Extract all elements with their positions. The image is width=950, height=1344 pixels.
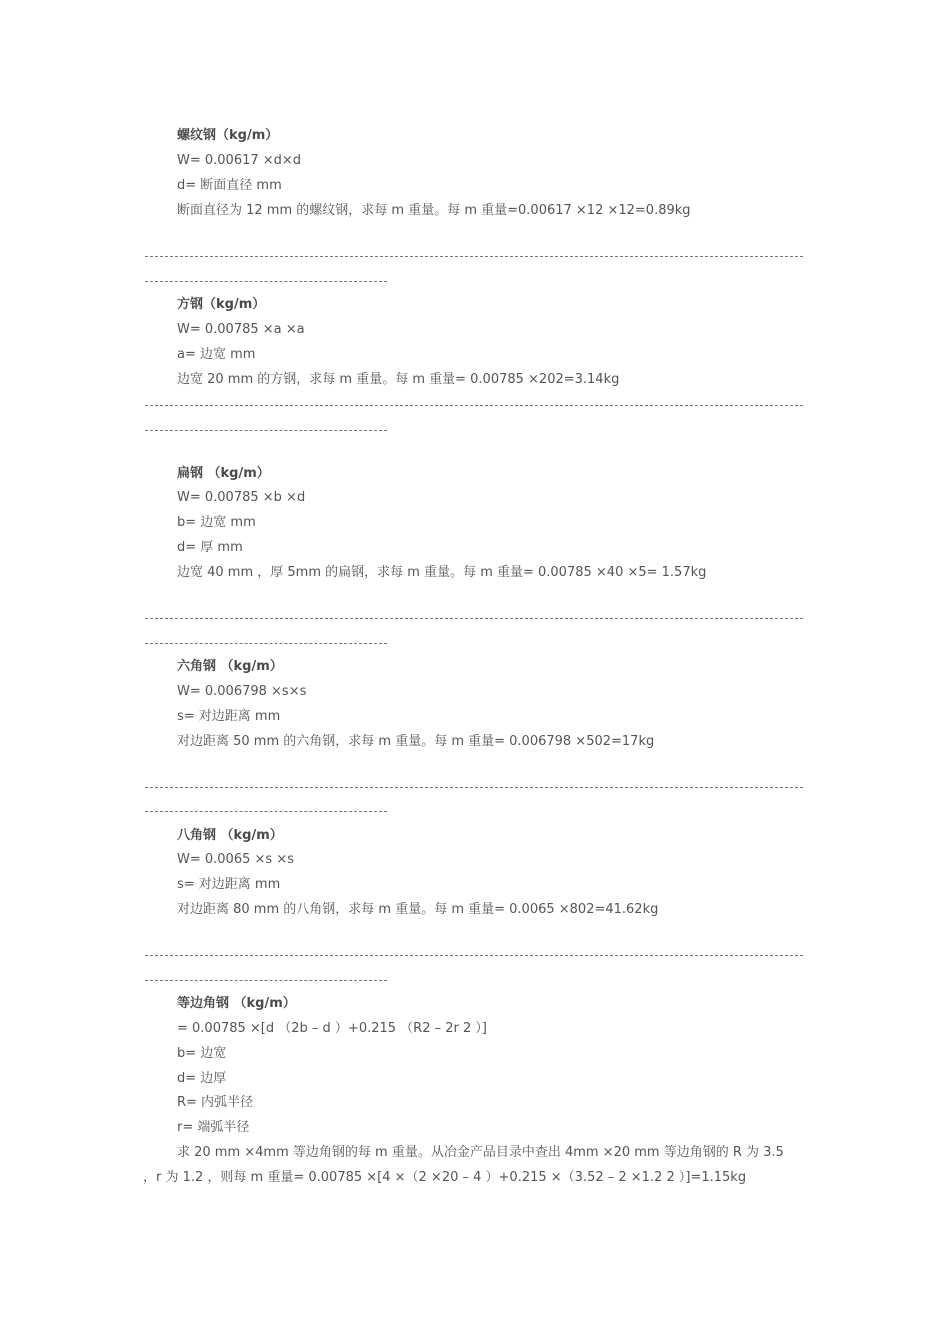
dashed-separator bbox=[145, 618, 803, 619]
section-title-rebar: 螺纹钢（kg/m） bbox=[177, 128, 279, 143]
dashed-separator bbox=[145, 955, 803, 956]
variable-definition: d= 厚 mm bbox=[177, 540, 243, 555]
section-title-flat-steel: 扁钢 （kg/m） bbox=[177, 466, 270, 481]
dashed-separator bbox=[145, 281, 387, 282]
section-title-square-steel: 方钢（kg/m） bbox=[177, 297, 266, 312]
section-title-hexagon-steel: 六角钢 （kg/m） bbox=[177, 659, 283, 674]
variable-definition: d= 边厚 bbox=[177, 1071, 227, 1086]
dashed-separator bbox=[145, 643, 387, 644]
dashed-separator bbox=[145, 405, 803, 406]
example-line: 对边距离 50 mm 的六角钢，求每 m 重量。每 m 重量= 0.006798 ×502=17kg bbox=[177, 734, 655, 749]
variable-definition: d= 断面直径 mm bbox=[177, 178, 282, 193]
dashed-separator bbox=[145, 811, 387, 812]
variable-definition: s= 对边距离 mm bbox=[177, 877, 281, 892]
dashed-separator bbox=[145, 430, 387, 431]
example-line: 断面直径为 12 mm 的螺纹钢，求每 m 重量。每 m 重量=0.00617 ×12 ×12=0.89kg bbox=[177, 203, 691, 218]
dashed-separator bbox=[145, 256, 803, 257]
section-title-octagon-steel: 八角钢 （kg/m） bbox=[177, 828, 283, 843]
formula-line: W= 0.00785 ×a ×a bbox=[177, 322, 305, 337]
formula-line: W= 0.0065 ×s ×s bbox=[177, 852, 294, 867]
formula-line: W= 0.006798 ×s×s bbox=[177, 684, 307, 699]
variable-definition: r= 端弧半径 bbox=[177, 1120, 250, 1135]
example-line: 边宽 20 mm 的方钢，求每 m 重量。每 m 重量= 0.00785 ×202=3.14kg bbox=[177, 372, 620, 387]
variable-definition: s= 对边距离 mm bbox=[177, 709, 281, 724]
variable-definition: b= 边宽 mm bbox=[177, 515, 256, 530]
dashed-separator bbox=[145, 787, 803, 788]
formula-line: W= 0.00785 ×b ×d bbox=[177, 490, 306, 505]
example-line-continued: ，r 为 1.2 ，则每 m 重量= 0.00785 ×[4 ×（2 ×20 – 4 ）+0.215 ×（3.52 – 2 ×1.2 2 ）]=1.15kg bbox=[143, 1170, 747, 1185]
example-line: 对边距离 80 mm 的八角钢，求每 m 重量。每 m 重量= 0.0065 ×802=41.62kg bbox=[177, 902, 659, 917]
variable-definition: R= 内弧半径 bbox=[177, 1095, 254, 1110]
formula-line: W= 0.00617 ×d×d bbox=[177, 153, 302, 168]
section-title-equal-angle-steel: 等边角钢 （kg/m） bbox=[177, 996, 296, 1011]
example-line: 边宽 40 mm ，厚 5mm 的扁钢，求每 m 重量。每 m 重量= 0.00785 ×40 ×5= 1.57kg bbox=[177, 565, 707, 580]
formula-line: = 0.00785 ×[d （2b – d ）+0.215 （R2 – 2r 2 ）] bbox=[177, 1021, 487, 1036]
variable-definition: b= 边宽 bbox=[177, 1046, 227, 1061]
example-line: 求 20 mm ×4mm 等边角钢的每 m 重量。从冶金产品目录中查出 4mm ×20 mm 等边角钢的 R 为 3.5 bbox=[177, 1145, 784, 1160]
variable-definition: a= 边宽 mm bbox=[177, 347, 256, 362]
dashed-separator bbox=[145, 980, 387, 981]
